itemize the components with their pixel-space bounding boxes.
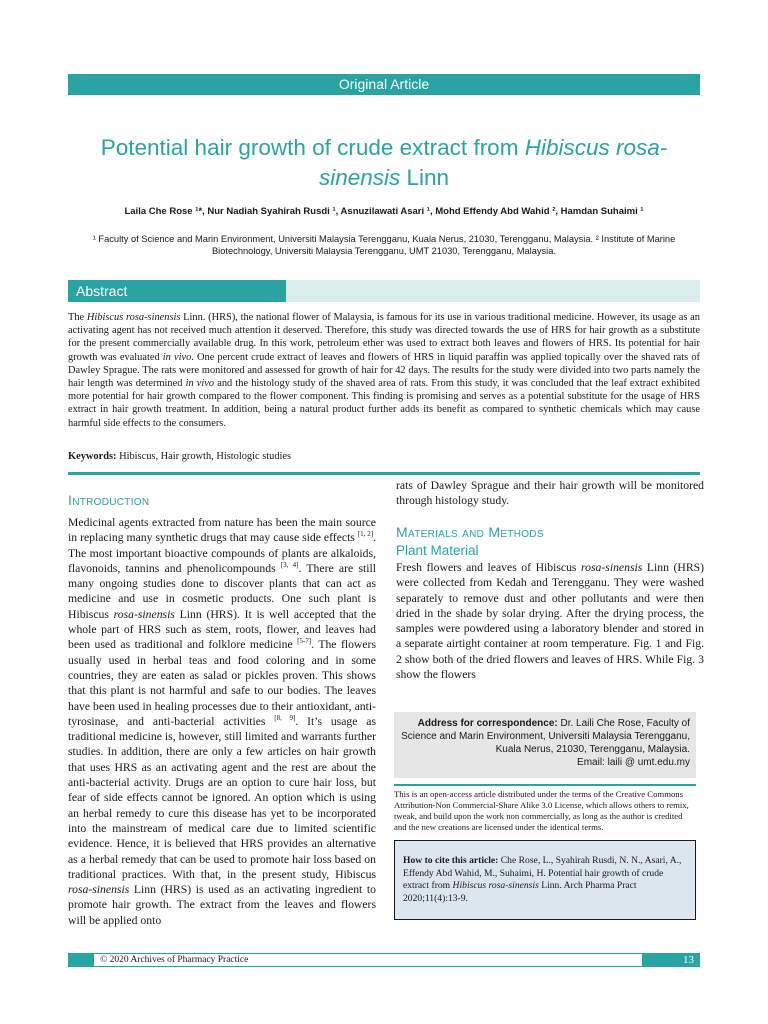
license-notice: This is an open-access article distributed under the terms of the Creative Commons Attribution-Non Commercial-Share Alike 3.0 License, which allows others to remix, tweak, and build upon the work non commercially, as long as the author is credited and the new creations are licensed under the identical terms. xyxy=(394,789,689,832)
abstract-text-2: Linn. (HRS), the national flower of Malaysia, is famous for its use in various traditional medicine. However, its usage as an activating agent has not received much attention it deserved. Therefore, this study was directed towards the use of HRS for hair growth as a substitute for the present commercially available drug. In this work, petroleum ether was used to extract both leaves and flowers of HRS. Its potential for hair growth was evaluated xyxy=(68,312,700,363)
intro-species: rosa-sinensis xyxy=(68,883,130,897)
introduction-heading: Introduction xyxy=(68,492,150,508)
citation-label: How to cite this article: xyxy=(403,855,499,866)
abstract-text-1: The xyxy=(68,312,87,323)
abstract-heading: Abstract xyxy=(76,283,128,299)
license-divider xyxy=(394,784,696,786)
correspondence-label: Address for correspondence: xyxy=(417,718,558,729)
abstract-text-4: and the histology study of the shaved area of rats. From this study, it was concluded that the leaf extract exhibited more potential for hair growth compared to the flower component. This finding is promising and serves as a potential substitute for the usage of HRS extract in hair growth treatment. In addition, being a natural product further adds its benefit as compared to synthetic chemicals which may cause harmful side effects to the consumers. xyxy=(68,378,700,429)
correspondence-email[interactable]: Email: laili @ umt.edu.my xyxy=(577,757,690,768)
intro-text-a: Medicinal agents extracted from nature has been the main source in replacing many synthetic drugs that may cause side effects xyxy=(68,516,376,545)
abstract-banner-shade xyxy=(286,280,700,302)
plant-text-a: Fresh flowers and leaves of Hibiscus xyxy=(396,561,582,574)
citation-species: Hibiscus rosa-sinensis xyxy=(452,880,539,891)
intro-text-e: . The flowers usually used in herbal teas and food coloring and in some countries, they are eaten as salad or pickles proven. This shows that this plant is not harmful and safe to our bodies. The leaves have been used in healing processes due to their antioxidant, anti-tyrosinase, and anti-bacterial activities xyxy=(68,638,376,728)
correspondence-address: Dr. Laili Che Rose, Faculty of Science and Marin Environment, Universiti Malaysia Terengganu, Kuala Nerus, 21030, Terengganu, Malaysia. xyxy=(401,718,690,755)
article-type-banner xyxy=(68,74,700,95)
citation-ref: [1, 2] xyxy=(357,530,374,539)
plant-material-subheading: Plant Material xyxy=(396,543,479,558)
intro-text-c: . There are still many ongoing studies done to discover plants that can act as medicine and use in cosmetic products. One such plant is Hibiscus xyxy=(68,561,376,621)
intro-text-b: . The most important bioactive compounds of plants are alkaloids, flavonoids, tannins and phenolicompounds xyxy=(68,531,376,575)
introduction-continued: rats of Dawley Sprague and their hair growth will be monitored through histology study. xyxy=(396,479,704,508)
page-number: 13 xyxy=(683,954,694,966)
citation-ref: [3, 4] xyxy=(280,561,299,569)
abstract-in-vivo-2: in vivo xyxy=(185,378,215,390)
title-species: Hibiscus rosa-sinensis xyxy=(318,135,668,190)
keywords xyxy=(68,450,700,463)
abstract-banner xyxy=(68,280,700,302)
author-list: Laila Che Rose ¹*, Nur Nadiah Syahirah Rusdi ¹, Asnuzilawati Asari ¹, Mohd Effendy Abd Wahid ², Hamdan Suhaimi ¹ xyxy=(124,206,644,217)
keywords-label: Keywords: xyxy=(68,451,117,462)
keywords-list: Hibiscus, Hair growth, Histologic studies xyxy=(116,451,292,462)
footer-copyright: © 2020 Archives of Pharmacy Practice xyxy=(94,953,642,967)
title-suffix: Linn xyxy=(400,165,450,190)
citation-text-b: Linn. Arch Pharma Pract 2020;11(4):13-9. xyxy=(403,880,637,904)
abstract-body xyxy=(68,311,700,430)
introduction-body xyxy=(68,515,376,928)
article-title xyxy=(68,133,700,193)
plant-text-b: Linn (HRS) were collected from Kedah and Terengganu. They were washed separately to remove dust and other pollutants and were then dried in the shade by solar drying. After the drying process, the samples were powdered using a laboratory blender and stored in a separate airtight container at room temperature. Fig. 1 and Fig. 2 show both of the dried flowers and leaves of HRS. While Fig. 3 show the flowers xyxy=(396,561,705,682)
correspondence-box xyxy=(394,712,696,778)
intro-text-d: Linn (HRS). It is well accepted that the whole part of HRS such as stem, roots, flower, and leaves had been used as traditional and folklore medicine xyxy=(68,607,377,652)
section-divider xyxy=(68,472,700,475)
affiliations: ¹ Faculty of Science and Marin Environment, Universiti Malaysia Terengganu, Kuala Nerus, 21030, Terengganu, Malaysia. ² Institute of Marine Biotechnology, Universiti Malaysia Terengganu, UMT 21030, Terengganu, Malaysia. xyxy=(92,234,676,256)
title-text: Potential hair growth of crude extract from xyxy=(100,135,525,160)
plant-material-body xyxy=(396,560,704,682)
citation-ref: [8, 9] xyxy=(274,713,296,722)
abstract-in-vivo-1: in vivo xyxy=(162,351,192,363)
intro-text-f: . It’s usage as traditional medicine is, however, still limited and warrants further studies. In addition, there are only a few articles on hair growth that uses HRS as an activating agent and the rest are about the anti-bacterial activity. Drugs are an option to cure hair loss, but fear of side effects cannot be ignored. An option which is using an herbal remedy to cure this disease has yet to be incorporated into the mainstream of medical care due to limited scientific evidence. Hence, it is believed that HRS provides an alternative as a herbal remedy that can be used to promote hair loss based on traditional practices. With that, in the present study, Hibiscus xyxy=(68,714,376,881)
intro-species: rosa-sinensis xyxy=(113,607,175,621)
citation-box xyxy=(394,840,696,920)
citation-text-a: Che Rose, L., Syahirah Rusdi, N. N., Asari, A., Effendy Abd Wahid, M., Suhaimi, H. Potential hair growth of crude extract from xyxy=(403,855,682,891)
materials-methods-heading: Materials and Methods xyxy=(396,524,544,540)
abstract-text-3: . One percent crude extract of leaves and flowers of HRS in liquid paraffin was applied topically over the shaved rats of Dawley Sprague. The rats were monitored and assessed for growth of hair for 42 days. The results for the study were divided into two parts namely the hair length was determined xyxy=(68,351,700,390)
footer-banner xyxy=(68,953,700,967)
plant-species: rosa-sinensis xyxy=(581,561,643,574)
intro-text-g: Linn (HRS) is used as an activating ingredient to promote hair growth. The extract from the leaves and flowers will be applied onto xyxy=(68,883,376,927)
abstract-species: Hibiscus rosa-sinensis xyxy=(86,312,181,323)
citation-ref: [5-7] xyxy=(297,637,312,646)
article-type-label: Original Article xyxy=(338,76,430,92)
